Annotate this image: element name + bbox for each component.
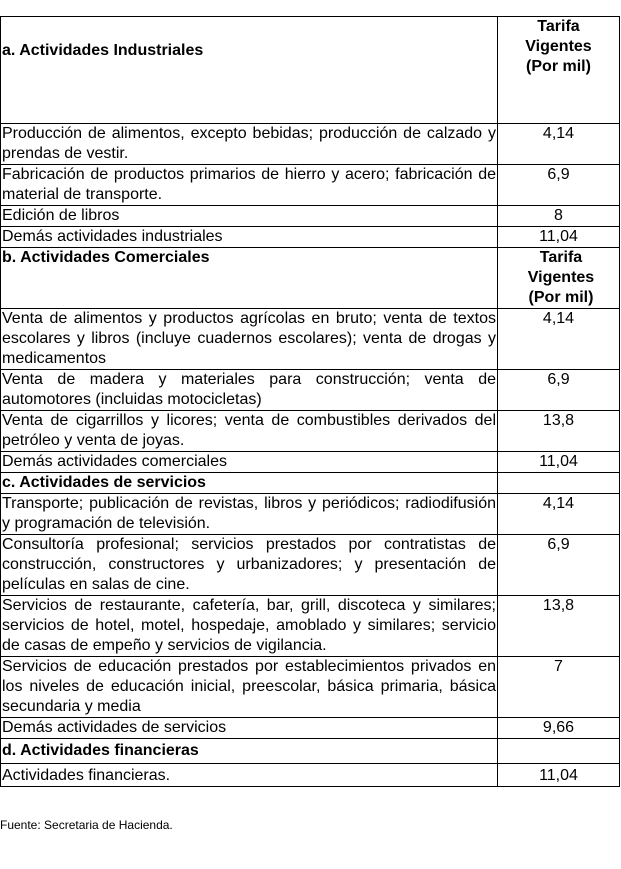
table-row — [1, 124, 620, 165]
table-row — [1, 206, 620, 227]
rate-header-line: Vigentes — [527, 269, 595, 286]
section-header-row — [1, 17, 620, 124]
rate-cell: 4,14 — [498, 124, 620, 165]
activity-cell: Actividades financieras. — [1, 764, 498, 787]
tariff-table — [0, 16, 620, 787]
activity-cell: Demás actividades industriales — [1, 227, 498, 248]
activity-cell: Transporte; publicación de revistas, libros y periódicos; radiodifusión y programación de televisión. — [1, 494, 498, 535]
rate-cell: 6,9 — [498, 370, 620, 411]
section-header-row — [1, 473, 620, 494]
activity-cell: Venta de cigarrillos y licores; venta de combustibles derivados del petróleo y venta de joyas. — [1, 411, 498, 452]
rate-header-line: (Por mil) — [526, 58, 591, 75]
activity-cell: Demás actividades de servicios — [1, 718, 498, 739]
section-heading-comerciales: b. Actividades Comerciales — [1, 248, 498, 309]
table-row — [1, 165, 620, 206]
section-heading-servicios: c. Actividades de servicios — [1, 473, 498, 494]
activity-cell: Demás actividades comerciales — [1, 452, 498, 473]
rate-header-line: Tarifa — [537, 18, 580, 35]
table-row — [1, 764, 620, 787]
rate-cell: 11,04 — [498, 452, 620, 473]
source-note: Fuente: Secretaria de Hacienda. — [0, 818, 173, 832]
activity-cell: Servicios de educación prestados por establecimientos privados en los niveles de educación inicial, preescolar, básica primaria, básica secundaria y media — [1, 657, 498, 718]
table-row — [1, 370, 620, 411]
rate-cell: 6,9 — [498, 165, 620, 206]
rate-cell: 4,14 — [498, 494, 620, 535]
rate-header-line: (Por mil) — [528, 289, 594, 306]
rate-cell: 8 — [498, 206, 620, 227]
section-heading-financieras: d. Actividades financieras — [1, 739, 498, 764]
table-row — [1, 657, 620, 718]
rate-cell: 11,04 — [498, 764, 620, 787]
rate-cell: 6,9 — [498, 535, 620, 596]
rate-cell: 9,66 — [498, 718, 620, 739]
activity-cell: Consultoría profesional; servicios prestados por contratistas de construcción, constructores y urbanizadores; y presentación de películas en salas de cine. — [1, 535, 498, 596]
rate-column-header — [498, 17, 620, 124]
table-row — [1, 309, 620, 370]
section-header-row — [1, 248, 620, 309]
activity-cell: Producción de alimentos, excepto bebidas; producción de calzado y prendas de vestir. — [1, 124, 498, 165]
section-heading-industriales: a. Actividades Industriales — [1, 17, 498, 124]
activity-cell: Venta de madera y materiales para construcción; venta de automotores (incluidas motocicletas) — [1, 370, 498, 411]
activity-cell: Edición de libros — [1, 206, 498, 227]
rate-cell: 11,04 — [498, 227, 620, 248]
table-row — [1, 452, 620, 473]
section-header-row — [1, 739, 620, 764]
rate-cell: 4,14 — [498, 309, 620, 370]
activity-cell: Servicios de restaurante, cafetería, bar, grill, discoteca y similares; servicios de hotel, motel, hospedaje, amoblado y similares; servicio de casas de empeño y servicios de vigilancia. — [1, 596, 498, 657]
table-row — [1, 494, 620, 535]
rate-cell: 13,8 — [498, 596, 620, 657]
activity-cell: Venta de alimentos y productos agrícolas en bruto; venta de textos escolares y libros (incluye cuadernos escolares); venta de drogas y medicamentos — [1, 309, 498, 370]
empty-cell — [498, 739, 620, 764]
table-row — [1, 411, 620, 452]
rate-header-line: Tarifa — [539, 249, 583, 266]
activity-cell: Fabricación de productos primarios de hierro y acero; fabricación de material de transporte. — [1, 165, 498, 206]
table-row — [1, 718, 620, 739]
rate-header-line: Vigentes — [525, 38, 592, 55]
rate-cell: 7 — [498, 657, 620, 718]
table-row — [1, 227, 620, 248]
empty-cell — [498, 473, 620, 494]
table-row — [1, 535, 620, 596]
rate-column-header — [498, 248, 620, 309]
rate-cell: 13,8 — [498, 411, 620, 452]
table-row — [1, 596, 620, 657]
